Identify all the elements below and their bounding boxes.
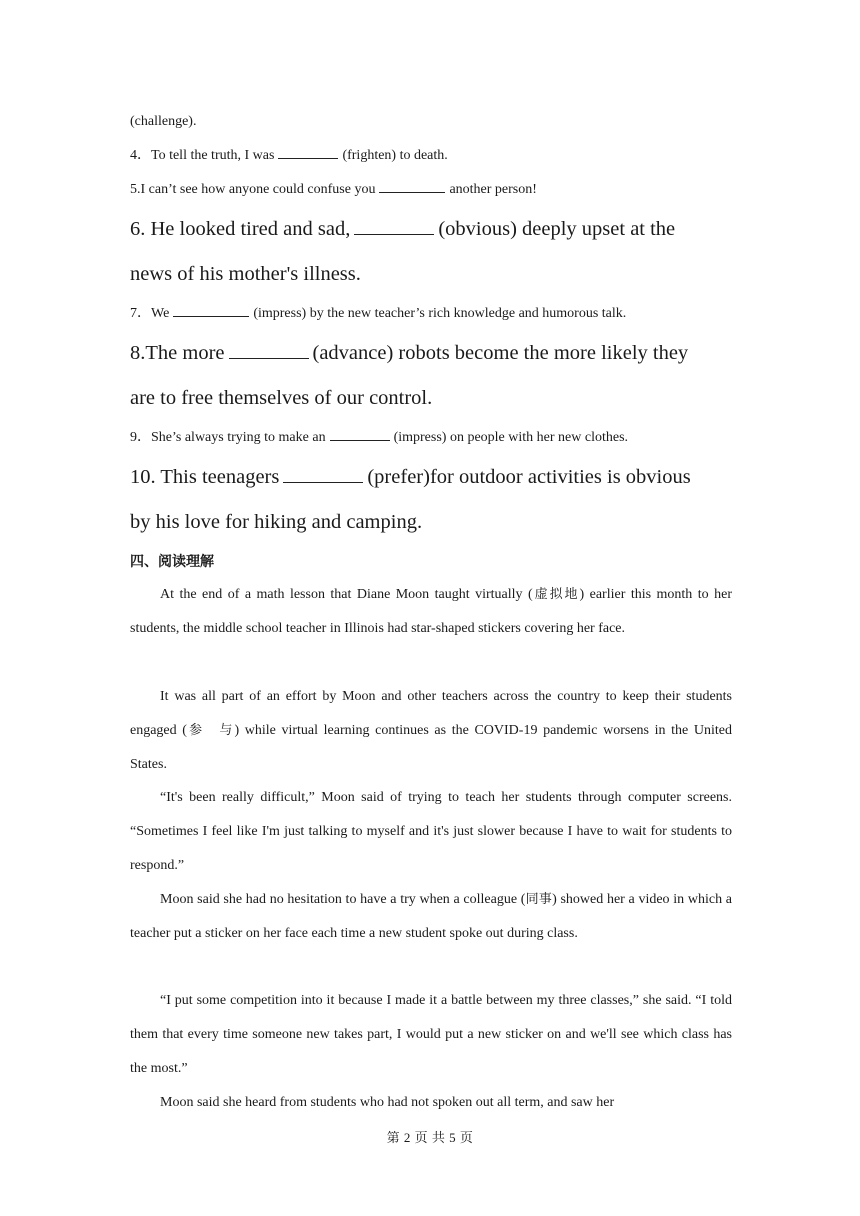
q6-text-start: 6. He looked tired and sad, bbox=[130, 218, 351, 240]
q10-answer-blank[interactable] bbox=[283, 481, 363, 483]
reading-paragraph-4 bbox=[130, 883, 732, 951]
section-heading-reading: 四、阅读理解 bbox=[130, 555, 214, 570]
q6-answer-blank[interactable] bbox=[354, 233, 434, 235]
question-8 bbox=[130, 339, 688, 367]
q4-text-end: (frighten) to death. bbox=[342, 148, 448, 163]
reading-paragraph-5: “I put some competition into it because I made it a battle between my three classes,” she said. “I told them that every time someone new takes part, I would put a new sticker on and we'll see which class has the most.” bbox=[130, 993, 732, 1076]
p4-gloss: 同事 bbox=[525, 892, 553, 907]
page-footer: 第 2 页 共 5 页 bbox=[386, 1130, 474, 1145]
q8-text-start: 8.The more bbox=[130, 342, 225, 364]
question-7 bbox=[130, 304, 626, 324]
q7-text-end: (impress) by the new teacher’s rich knowledge and humorous talk. bbox=[253, 306, 627, 321]
q6-continuation: news of his mother's illness. bbox=[130, 263, 361, 285]
q10-continuation: by his love for hiking and camping. bbox=[130, 511, 423, 533]
q5-answer-blank[interactable] bbox=[379, 191, 445, 193]
q10-text-end: (prefer)for outdoor activities is obvious bbox=[367, 466, 691, 488]
question-4 bbox=[130, 146, 448, 166]
p4-text-a: Moon said she had no hesitation to have a try when a colleague ( bbox=[160, 892, 526, 907]
p2-gloss: 参 与 bbox=[186, 722, 235, 738]
q9-text-start: 9．She’s always trying to make an bbox=[130, 430, 326, 445]
q8-text-end: (advance) robots become the more likely they bbox=[312, 342, 689, 364]
q10-text-start: 10. This teenagers bbox=[130, 466, 280, 488]
q4-answer-blank[interactable] bbox=[278, 157, 338, 159]
question-10 bbox=[130, 463, 691, 491]
p1-text-a: At the end of a math lesson that Diane Moon taught virtually ( bbox=[160, 587, 533, 602]
reading-paragraph-6: Moon said she heard from students who had not spoken out all term, and saw her bbox=[160, 1095, 615, 1110]
question-6 bbox=[130, 215, 675, 243]
reading-paragraph-2 bbox=[130, 680, 732, 781]
q7-answer-blank[interactable] bbox=[173, 315, 249, 317]
q8-continuation: are to free themselves of our control. bbox=[130, 387, 433, 409]
q8-answer-blank[interactable] bbox=[229, 357, 309, 359]
q4-text-start: 4．To tell the truth, I was bbox=[130, 148, 275, 163]
q3-tail: (challenge). bbox=[130, 114, 197, 129]
p1-gloss: 虚拟地 bbox=[532, 587, 580, 602]
q6-text-end: (obvious) deeply upset at the bbox=[438, 218, 676, 240]
reading-paragraph-1 bbox=[130, 578, 732, 646]
p4-text-b: ) showed her a video in which a teacher put a sticker on her face each time a new student spoke out during class. bbox=[130, 892, 732, 941]
q5-text-end: another person! bbox=[449, 182, 537, 197]
p2-text-b: ) while virtual learning continues as the COVID-19 pandemic worsens in the United States. bbox=[130, 722, 732, 772]
question-5 bbox=[130, 180, 537, 200]
p1-text-b: ) earlier this month to her students, the middle school teacher in Illinois had star-shaped stickers covering her face. bbox=[130, 587, 732, 636]
q9-answer-blank[interactable] bbox=[330, 439, 390, 441]
question-9 bbox=[130, 428, 628, 448]
reading-paragraph-3: “It's been really difficult,” Moon said of trying to teach her students through computer screens. “Sometimes I feel like I'm just talking to myself and it's just slower because I have to wait for students to respond.” bbox=[130, 790, 732, 873]
q5-text-start: 5.I can’t see how anyone could confuse you bbox=[130, 182, 376, 197]
p2-text-a: It was all part of an effort by Moon and other teachers across the country to keep their students engaged ( bbox=[130, 689, 732, 738]
q9-text-end: (impress) on people with her new clothes. bbox=[393, 430, 629, 445]
q7-text-start: 7．We bbox=[130, 306, 170, 321]
